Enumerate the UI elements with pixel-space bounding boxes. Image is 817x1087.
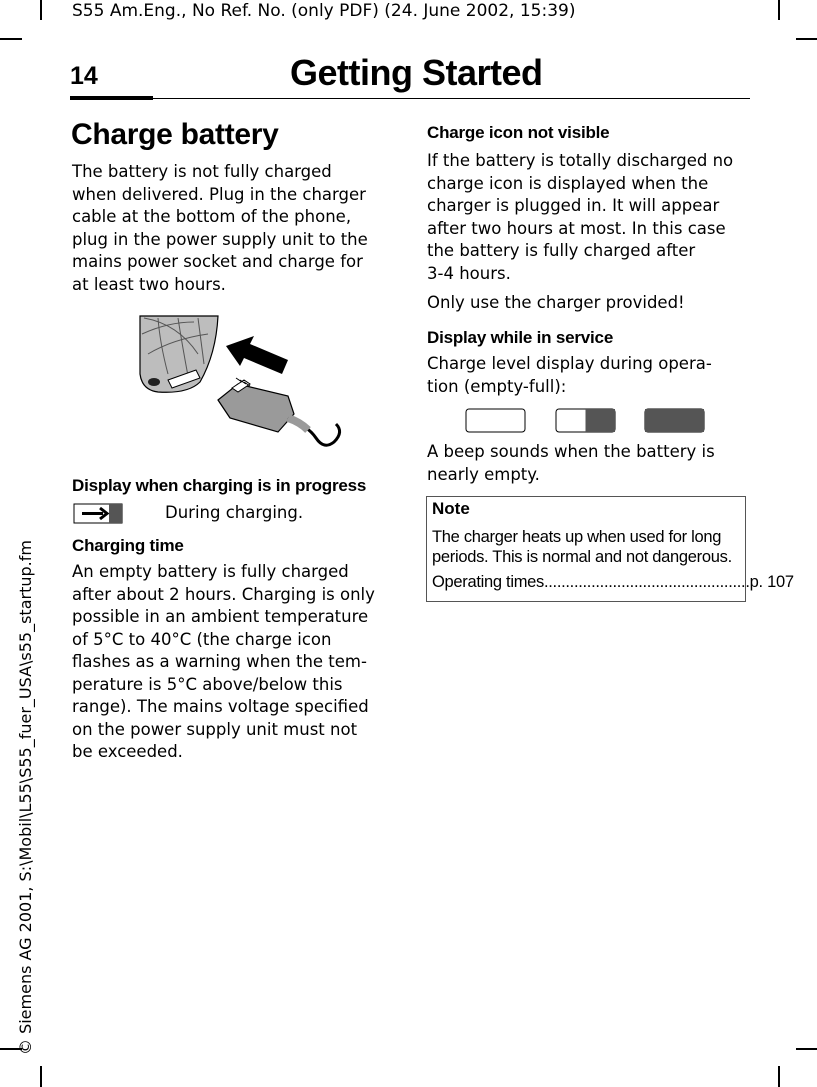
crop-mark xyxy=(796,38,817,40)
text-line: the battery is fully charged after xyxy=(427,241,696,260)
text-line: periods. This is normal and not dangerous. xyxy=(432,548,732,566)
battery-half-icon xyxy=(555,408,617,434)
charge-icon-heading: Charge icon not visible xyxy=(427,123,610,142)
text-line: flashes as a warning when the tem- xyxy=(72,652,367,671)
text-line: A beep sounds when the battery is xyxy=(427,442,715,461)
text-line: mains power socket and charge for xyxy=(72,252,363,271)
crop-mark xyxy=(40,0,42,20)
note-box xyxy=(426,496,794,602)
crop-mark xyxy=(778,1066,780,1087)
text-line: An empty battery is fully charged xyxy=(72,562,349,581)
text-line: tion (empty-full): xyxy=(427,376,567,396)
text-line: possible in an ambient temperature xyxy=(72,607,369,626)
text-line: after two hours at most. In this case xyxy=(427,218,726,238)
text-line: The charger heats up when used for long xyxy=(432,528,722,546)
text-line: 3-4 hours. xyxy=(427,263,511,283)
text-line: range). The mains voltage specified xyxy=(72,697,369,716)
text-line: of 5°C to 40°C (the charge icon xyxy=(72,629,332,649)
reference-page: p. 107 xyxy=(749,573,794,591)
note-text xyxy=(432,527,744,567)
side-margin-copyright: © Siemens AG 2001, S:\Mobil\L55\S55_fuer_USA\s55_startup.fm xyxy=(16,540,35,1055)
crop-mark xyxy=(778,0,780,20)
header-rule xyxy=(70,98,750,99)
text-line: charger is plugged in. It will appear xyxy=(427,196,720,215)
text-line: The battery is not fully charged xyxy=(72,162,332,181)
service-heading: Display while in service xyxy=(427,328,614,347)
text-line: cable at the bottom of the phone, xyxy=(72,207,352,226)
running-head: S55 Am.Eng., No Ref. No. (only PDF) (24. June 2002, 15:39) xyxy=(72,1,576,21)
charge-icon-paragraph xyxy=(427,150,757,285)
intro-paragraph xyxy=(72,161,402,296)
operating-times-reference[interactable] xyxy=(432,573,794,592)
reference-label: Operating times xyxy=(432,573,544,591)
battery-empty-icon xyxy=(465,408,527,434)
charging-time-heading: Charging time xyxy=(72,536,184,555)
text-line: nearly empty. xyxy=(427,464,540,484)
crop-mark xyxy=(0,38,22,40)
text-line: after about 2 hours. Charging is only xyxy=(72,584,375,604)
charging-battery-icon xyxy=(73,503,125,525)
charging-display-text: During charging. xyxy=(165,503,304,522)
text-line: plug in the power supply unit to the xyxy=(72,229,368,249)
battery-full-icon xyxy=(644,408,706,434)
header-rule-accent xyxy=(70,96,153,100)
beep-paragraph xyxy=(427,441,757,486)
text-line: when delivered. Plug in the charger xyxy=(72,184,366,204)
crop-mark xyxy=(40,1066,42,1087)
page-number: 14 xyxy=(70,62,98,90)
text-line: Charge level display during opera- xyxy=(427,354,712,373)
section-title: Charge battery xyxy=(71,118,279,151)
text-line: charge icon is displayed when the xyxy=(427,173,709,193)
text-line: at least two hours. xyxy=(72,274,226,294)
charging-time-paragraph xyxy=(72,561,402,764)
crop-mark xyxy=(796,1048,817,1050)
note-title: Note xyxy=(432,499,470,518)
charger-illustration xyxy=(138,314,348,450)
charger-warning: Only use the charger provided! xyxy=(427,293,685,312)
text-line: If the battery is totally discharged no xyxy=(427,151,734,170)
text-line: on the power supply unit must not xyxy=(72,719,358,739)
text-line: perature is 5°C above/below this xyxy=(72,674,343,694)
text-line: be exceeded. xyxy=(72,742,183,761)
service-paragraph xyxy=(427,353,757,398)
chapter-title: Getting Started xyxy=(290,52,543,93)
charging-display-heading: Display when charging is in progress xyxy=(72,476,367,495)
reference-leader-dots: ................................................ xyxy=(543,573,750,591)
